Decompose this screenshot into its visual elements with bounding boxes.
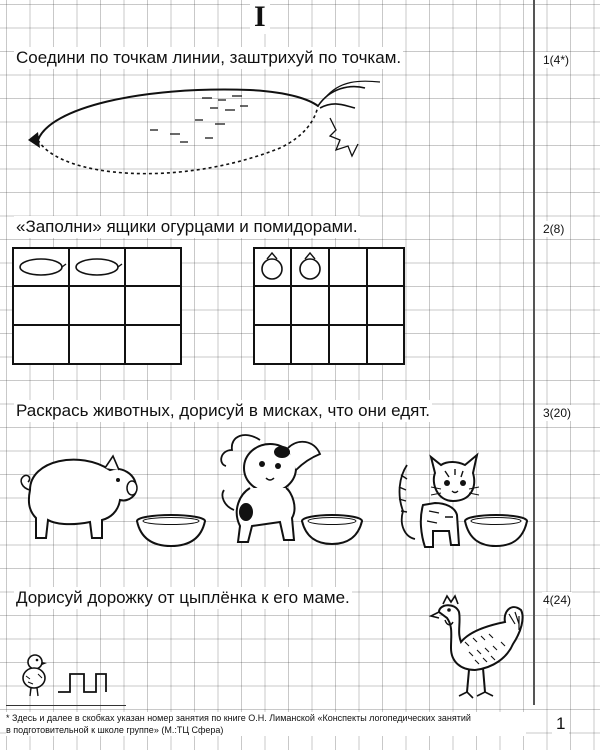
footnote-line-1: * Здесь и далее в скобках указан номер занятия по книге О.Н. Лиманской «Конспекты логопедических занятий xyxy=(6,713,471,723)
margin-line xyxy=(533,0,535,705)
section-numeral: I xyxy=(250,0,270,34)
footnote-divider xyxy=(6,705,126,706)
task-1-instruction: Соедини по точкам линии, заштрихуй по точкам. xyxy=(16,48,402,67)
task-2-instruction: «Заполни» ящики огурцами и помидорами. xyxy=(16,217,358,236)
cucumber-box xyxy=(12,247,182,365)
hen-drawing xyxy=(425,592,530,707)
puppy-bowl xyxy=(300,514,364,546)
task-4-ref: 4(24) xyxy=(543,593,572,607)
chick-and-path-start xyxy=(20,652,115,702)
pig-drawing xyxy=(10,440,140,540)
footnote-line-2: в подготовительной к школе группе» (М.:ТЦ Сфера) xyxy=(6,725,224,735)
tomato-box xyxy=(253,247,405,365)
task-2-ref: 2(8) xyxy=(543,222,565,236)
task-4-instruction: Дорисуй дорожку от цыплёнка к его маме. xyxy=(16,588,350,607)
page-number: 1 xyxy=(552,714,569,734)
carrot-dot-drawing xyxy=(20,78,390,198)
task-3-ref: 3(20) xyxy=(543,406,572,420)
task-3-instruction: Раскрась животных, дорисуй в мисках, что они едят. xyxy=(16,401,431,420)
footnote xyxy=(6,712,526,736)
kitten-bowl xyxy=(463,514,529,548)
pig-bowl xyxy=(135,514,207,548)
task-1-ref: 1(4*) xyxy=(543,53,570,67)
